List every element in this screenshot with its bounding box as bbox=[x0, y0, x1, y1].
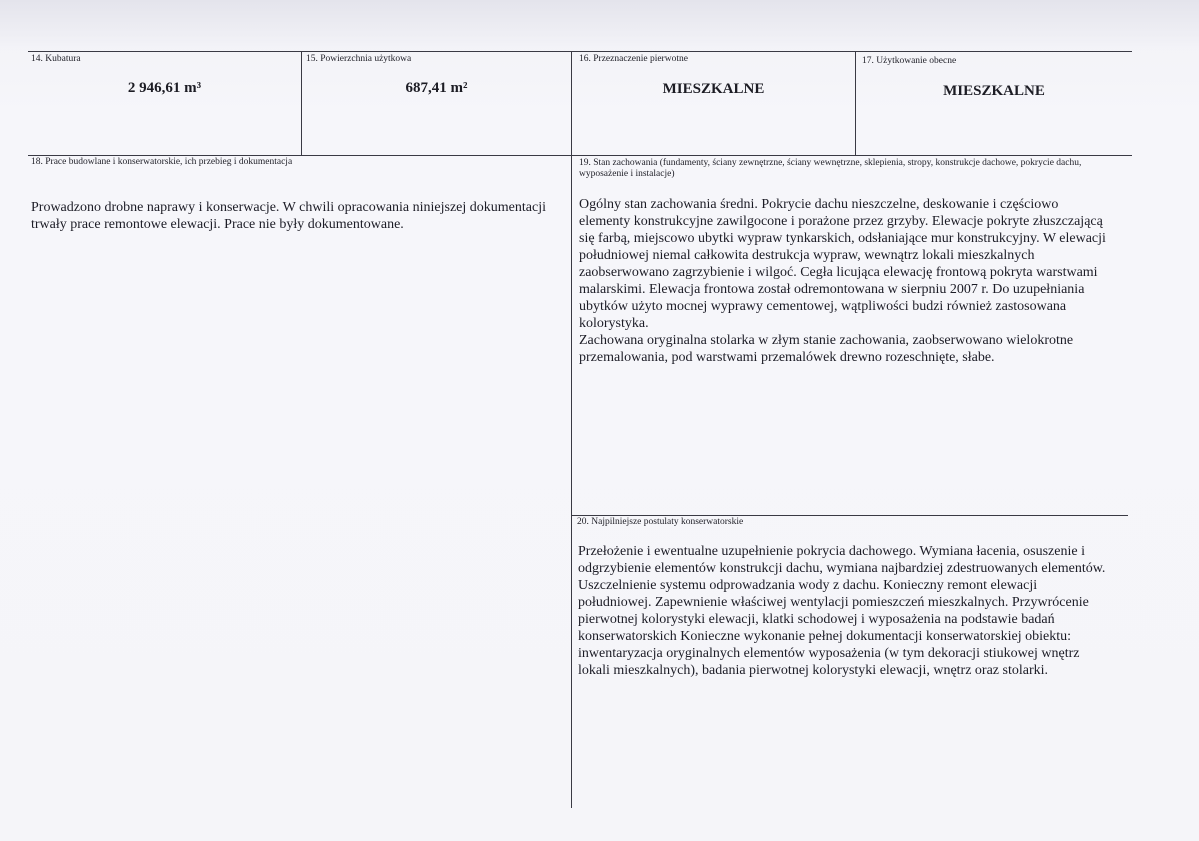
field-18-text: Prowadzono drobne naprawy i konserwacje. W chwili opracowania niniejszej dokumentacji trwały prace remontowe elewacji. Prace nie były dokumentowane. bbox=[31, 200, 546, 232]
field-19-label: 19. Stan zachowania (fundamenty, ściany zewnętrzne, ściany wewnętrzne, sklepienia, stropy, konstrukcje dachowe, pokrycie dachu, wyposażenie i instalacje) bbox=[579, 158, 1082, 179]
field-14-label: 14. Kubatura bbox=[31, 54, 81, 64]
field-19-paragraph-1: Ogólny stan zachowania średni. Pokrycie dachu nieszczelne, deskowanie i częściowo elementy konstrukcyjne zawilgocone i porażone przez grzyby. Elewacje pokryte złuszczającą się farbą, miejscowo ubytki wypraw tynkarskich, odsłaniające mur konstrukcyjny. W elewacji południowej niemal całkowita destrukcja wypraw, wewnątrz lokali mieszkalnych zaobserwowano zagrzybienie i wilgoć. Cegła licująca elewację frontową pokryta warstwami malarskimi. Elewacja frontowa został odremontowana w sierpniu 2007 r. Do uzupełniania ubytków użyto mocnej wyprawy cementowej, wątpliwości budzi również zastosowana kolorystyka. bbox=[579, 197, 1106, 331]
field-15-value: 687,41 m² bbox=[405, 80, 468, 96]
field-16-label: 16. Przeznaczenie pierwotne bbox=[579, 54, 688, 64]
field-14-value: 2 946,61 m³ bbox=[127, 80, 202, 96]
field-15-label: 15. Powierzchnia użytkowa bbox=[306, 54, 412, 64]
field-19-paragraph-2: Zachowana oryginalna stolarka w złym stanie zachowania, zaobserwowano wielokrotne przemalowania, pod warstwami przemalówek drewno rozeschnięte, słabe. bbox=[579, 333, 1074, 365]
rule-top-row bbox=[28, 51, 1132, 52]
field-20-label: 20. Najpilniejsze postulaty konserwatorskie bbox=[577, 517, 744, 527]
rule-col-16 bbox=[571, 51, 572, 808]
field-17-label: 17. Użytkowanie obecne bbox=[862, 56, 957, 66]
paper-fold-shadow bbox=[0, 0, 1199, 48]
field-20-text: Przełożenie i ewentualne uzupełnienie pokrycia dachowego. Wymiana łacenia, osuszenie i odgrzybienie elementów konstrukcji dachu, wymiana najbardziej zdestruowanych elementów. Uszczelnienie systemu odprowadzania wody z dachu. Konieczny remont elewacji południowej. Zapewnienie właściwej wentylacji pomieszczeń mieszkalnych. Przywrócenie pierwotnej kolorystyki elewacji, klatki schodowej i wyposażenia na podstawie badań konserwatorskich Konieczne wykonanie pełnej dokumentacji konserwatorskiej obiektu: inwentaryzacja oryginalnych elementów wyposażenia (w tym dekoracji stiukowej wnętrz lokali mieszkalnych), badania pierwotnej kolorystyki elewacji, wnętrz oraz stolarki. bbox=[578, 544, 1106, 678]
field-19-text bbox=[579, 196, 1107, 366]
rule-section-20 bbox=[571, 515, 1128, 516]
rule-col-15 bbox=[301, 51, 302, 155]
rule-row-divider bbox=[28, 155, 1132, 156]
field-17-value: MIESZKALNE bbox=[943, 83, 1045, 99]
field-18-label: 18. Prace budowlane i konserwatorskie, ich przebieg i dokumentacja bbox=[31, 157, 293, 167]
rule-col-17 bbox=[855, 51, 856, 155]
field-16-value: MIESZKALNE bbox=[662, 81, 765, 97]
